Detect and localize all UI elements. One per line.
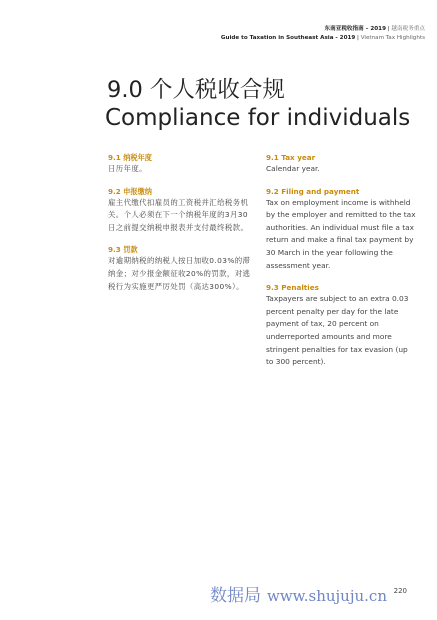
header-en-title: Guide to Taxation in Southeast Asia - 2019 [220, 35, 356, 41]
section-heading-penalties-en: 9.3 Penalties [266, 283, 319, 293]
section-body-filing-cn: 雇主代缴代扣雇员的工资税并汇给税务机关。个人必须在下一个纳税年度的3月30日之前提交纳税申报表并支付最终税款。 [108, 197, 249, 232]
page-number: 220 [393, 587, 407, 595]
watermark [210, 581, 387, 606]
header-line-cn [221, 25, 425, 34]
header-cn-subtitle: 越南税务重点 [391, 26, 425, 32]
section-heading-tax-year-en: 9.1 Tax year [266, 153, 316, 162]
section-body-tax-year-en: Calendar year. [266, 164, 320, 173]
right-column-en [266, 152, 416, 369]
header-cn-title: 东南亚税收指南 – 2019 [324, 26, 386, 32]
section-heading-penalties-cn: 9.3 罚款 [108, 245, 138, 255]
header-en-sep: | [355, 35, 361, 41]
section-body-penalties-cn: 对逾期纳税的纳税人按日加收0.03%的滞纳金；对少报金额征收20%的罚款，对逃税行为实施更严厉处罚（高达300%）。 [108, 256, 251, 291]
left-column-cn [108, 152, 251, 293]
page-title-en: Compliance for individuals [105, 105, 411, 131]
section-body-filing-en: Tax on employment income is withheld by the employer and remitted to the tax authorities. An individual must file a tax return and make a final tax payment by 30 March in the year following the assessment year. [266, 197, 416, 270]
header-line-en [221, 34, 425, 43]
section-heading-filing-cn: 9.2 申报缴纳 [108, 186, 152, 196]
header-cn-sep: | [385, 26, 392, 32]
section-body-penalties-en: Taxpayers are subject to an extra 0.03 percent penalty per day for the late payment of tax, 20 percent on underreported amounts and more stringent penalties for tax evasion (up to 300 percent). [266, 294, 409, 367]
section-body-tax-year-cn: 日历年度。 [108, 164, 147, 173]
running-header [221, 25, 425, 43]
page-title-cn: 9.0 个人税收合规 [107, 77, 285, 103]
watermark-cn: 数据局 [210, 586, 261, 606]
section-heading-filing-en: 9.2 Filing and payment [266, 186, 360, 196]
header-en-subtitle: Vietnam Tax Highlights [360, 35, 425, 41]
watermark-url: www.shujuju.cn [267, 587, 387, 605]
section-heading-tax-year-cn: 9.1 纳税年度 [108, 153, 152, 162]
